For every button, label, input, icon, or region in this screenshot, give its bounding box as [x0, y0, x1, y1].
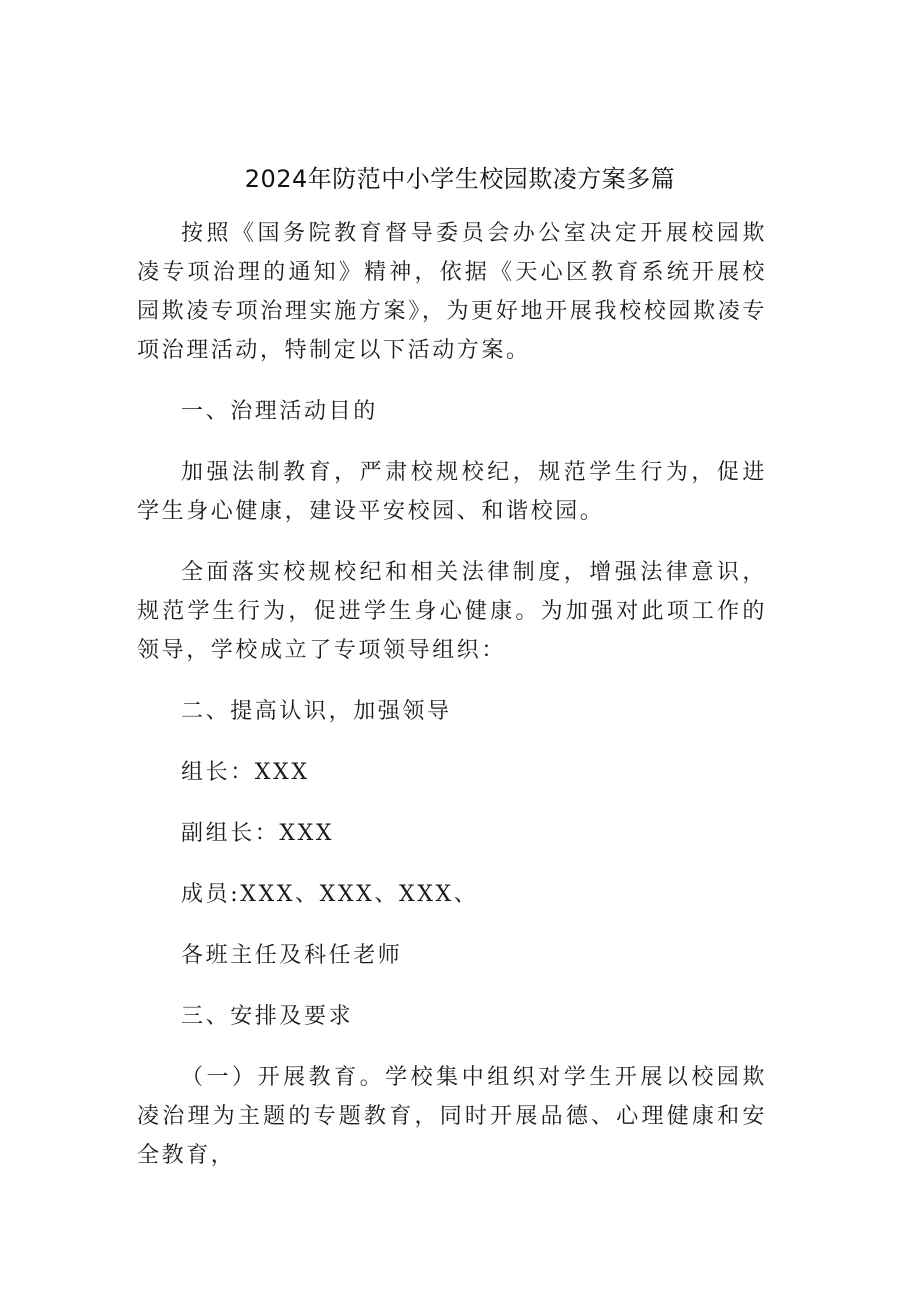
- document-title: 2024年防范中小学生校园欺凌方案多篇: [244, 165, 676, 193]
- group-leader-line: 组长：XXX: [181, 760, 310, 785]
- purpose-paragraph: 加强法制教育，严肃校规校纪，规范学生行为，促进学生身心健康，建设平安校园、和谐校园。: [137, 460, 767, 524]
- deputy-leader-line: 副组长：XXX: [181, 821, 335, 846]
- document-body: [137, 214, 767, 1197]
- section-heading-2: 二、提高认识，加强领导: [181, 699, 452, 724]
- implementation-paragraph: 全面落实校规校纪和相关法律制度，增强法律意识，规范学生行为，促进学生身心健康。为加强对此项工作的领导，学校成立了专项领导组织：: [137, 560, 767, 663]
- members-line: 成员:XXX、XXX、XXX、: [181, 882, 479, 907]
- section-heading-1: 一、治理活动目的: [181, 399, 378, 424]
- education-paragraph: （一）开展教育。学校集中组织对学生开展以校园欺凌治理为主题的专题教育，同时开展品德、心理健康和安全教育，: [137, 1065, 767, 1168]
- intro-paragraph: 按照《国务院教育督导委员会办公室决定开展校园欺凌专项治理的通知》精神，依据《天心区教育系统开展校园欺凌专项治理实施方案》，为更好地开展我校校园欺凌专项治理活动，特制定以下活动方案。: [137, 221, 767, 363]
- section-heading-3: 三、安排及要求: [181, 1004, 354, 1029]
- teachers-line: 各班主任及科任老师: [181, 943, 403, 968]
